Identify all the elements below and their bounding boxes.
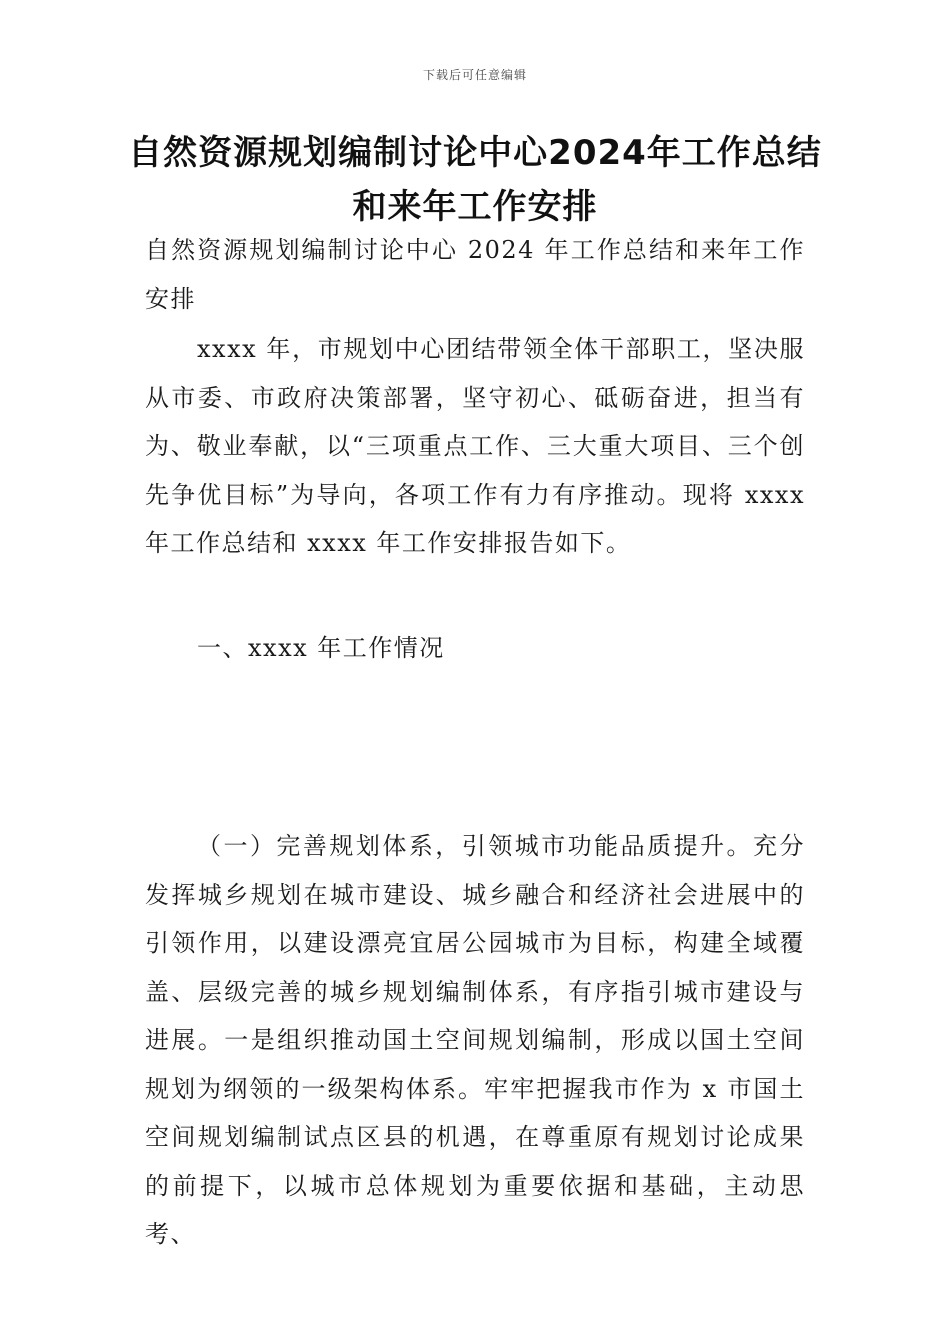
section-heading: 一、xxxx 年工作情况	[197, 634, 445, 662]
header-note: 下载后可任意编辑	[422, 68, 527, 82]
subtitle-paragraph: 自然资源规划编制讨论中心 2024 年工作总结和来年工作安排	[145, 236, 805, 313]
document-title: 自然资源规划编制讨论中心2024年工作总结和来年工作安排	[128, 133, 822, 227]
part-one-paragraph: （一）完善规划体系，引领城市功能品质提升。充分发挥城乡规划在城市建设、城乡融合和经济社会进展中的引领作用，以建设漂亮宜居公园城市为目标，构建全域覆盖、层级完善的城乡规划编制体系，有序指引城市建设与进展。一是组织推动国土空间规划编制，形成以国土空间规划为纲领的一级架构体系。牢牢把握我市作为 x 市国土空间规划编制试点区县的机遇，在尊重原有规划讨论成果的前提下，以城市总体规划为重要依据和基础，主动思考、	[145, 832, 805, 1248]
intro-paragraph: xxxx 年，市规划中心团结带领全体干部职工，坚决服从市委、市政府决策部署，坚守初心、砥砺奋进，担当有为、敬业奉献，以“三项重点工作、三大重大项目、三个创先争优目标”为导向，各项工作有力有序推动。现将 xxxx 年工作总结和 xxxx 年工作安排报告如下。	[145, 335, 805, 557]
